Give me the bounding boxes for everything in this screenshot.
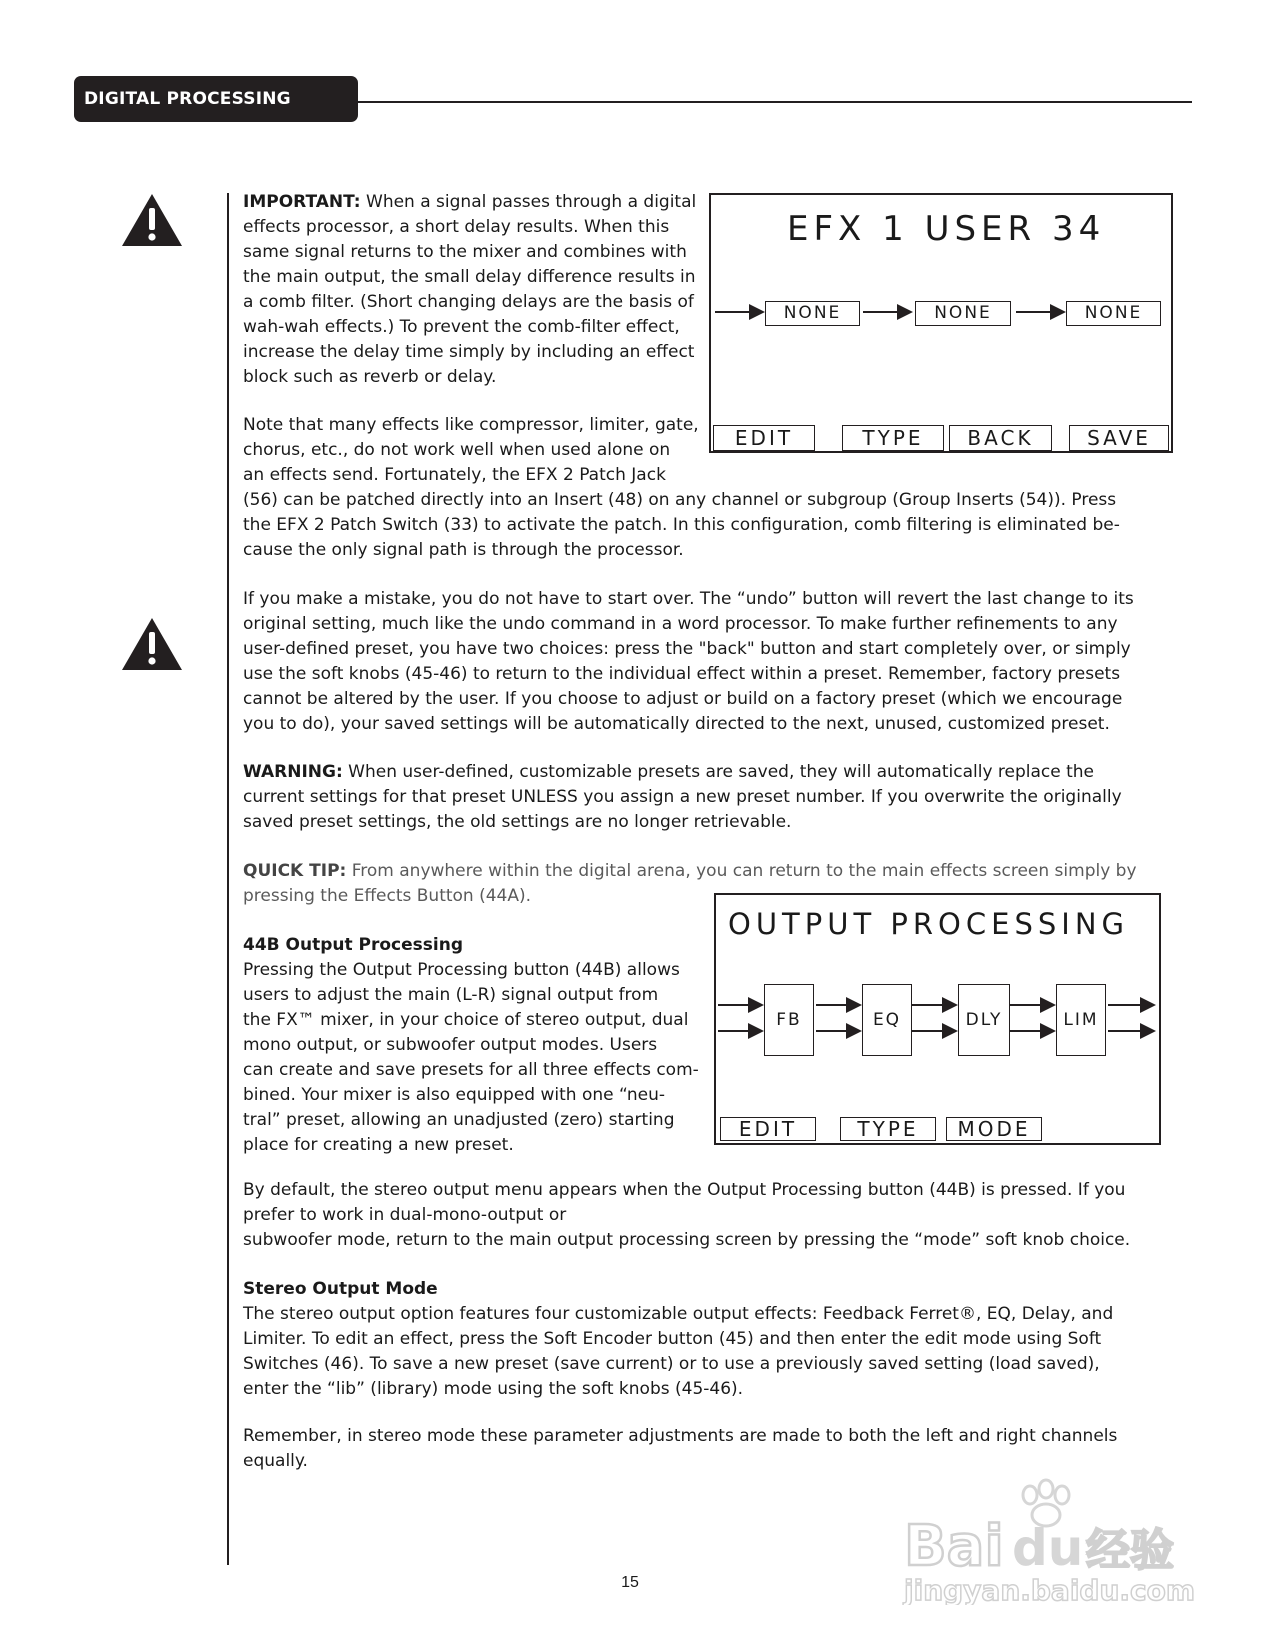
warning-paragraph bbox=[243, 760, 1122, 835]
text-line: the main output, the small delay difference results in bbox=[243, 267, 696, 287]
section-title: DIGITAL PROCESSING ARENA bbox=[74, 76, 358, 122]
text-line: subwoofer mode, return to the main output processing screen by pressing the “mode” soft knob choice. bbox=[243, 1230, 1131, 1250]
text-line: When user-defined, customizable presets are saved, they will automatically replace the bbox=[342, 762, 1095, 782]
fb-block[interactable]: FB bbox=[764, 984, 814, 1056]
text-line: effects processor, a short delay results. When this bbox=[243, 217, 670, 237]
left-margin-rule bbox=[227, 193, 229, 1565]
text-line: If you make a mistake, you do not have to start over. The “undo” button will revert the last change to its bbox=[243, 589, 1134, 609]
text-line: an effects send. Fortunately, the EFX 2 Patch Jack bbox=[243, 465, 666, 485]
text-line: use the soft knobs (45-46) to return to the individual effect within a preset. Remember, factory presets bbox=[243, 664, 1121, 684]
text-line: the FX™ mixer, in your choice of stereo output, dual bbox=[243, 1010, 689, 1030]
undo-paragraph bbox=[243, 587, 1134, 737]
type-softkey[interactable]: TYPE bbox=[840, 1117, 936, 1141]
text-line: Switches (46). To save a new preset (save current) or to use a previously saved setting (load saved), bbox=[243, 1354, 1100, 1374]
output-processing-heading: 44B Output Processing bbox=[243, 935, 463, 955]
save-softkey[interactable]: SAVE bbox=[1069, 425, 1169, 451]
important-paragraph bbox=[243, 190, 696, 390]
text-line: current settings for that preset UNLESS you assign a new preset number. If you overwrite the originally bbox=[243, 787, 1122, 807]
text-line: cannot be altered by the user. If you choose to adjust or build on a factory preset (which we encourage bbox=[243, 689, 1123, 709]
text-line: prefer to work in dual-mono-output or bbox=[243, 1205, 567, 1225]
text-line: the EFX 2 Patch Switch (33) to activate the patch. In this configuration, comb filtering is eliminated be- bbox=[243, 515, 1120, 535]
output-lcd-screen bbox=[714, 893, 1161, 1145]
type-softkey[interactable]: TYPE bbox=[842, 425, 944, 451]
text-line: enter the “lib” (library) mode using the soft knobs (45-46). bbox=[243, 1379, 744, 1399]
text-line: original setting, much like the undo command in a word processor. To make further refinements to any bbox=[243, 614, 1118, 634]
effect-slot[interactable]: NONE bbox=[765, 301, 860, 326]
edit-softkey[interactable]: EDIT bbox=[713, 425, 815, 451]
text-line: saved preset settings, the old settings are no longer retrievable. bbox=[243, 812, 792, 832]
text-line: From anywhere within the digital arena, you can return to the main effects screen simply by bbox=[346, 861, 1137, 881]
baidu-watermark-logo bbox=[900, 1465, 1200, 1605]
important-label: IMPORTANT: bbox=[243, 192, 361, 212]
back-softkey[interactable]: BACK bbox=[949, 425, 1052, 451]
effect-slot[interactable]: NONE bbox=[915, 301, 1011, 326]
svg-text:经验: 经验 bbox=[1086, 1525, 1174, 1576]
text-line: By default, the stereo output menu appears when the Output Processing button (44B) is pressed. If you bbox=[243, 1180, 1126, 1200]
mode-softkey[interactable]: MODE bbox=[946, 1117, 1042, 1141]
dly-block[interactable]: DLY bbox=[958, 984, 1010, 1056]
text-line: The stereo output option features four customizable output effects: Feedback Ferret®, EQ, Delay, and bbox=[243, 1304, 1114, 1324]
warning-label: WARNING: bbox=[243, 762, 343, 782]
stereo-output-paragraph bbox=[243, 1277, 1113, 1402]
text-line: (56) can be patched directly into an Insert (48) on any channel or subgroup (Group Inserts (54)). Press bbox=[243, 490, 1117, 510]
warning-icon bbox=[120, 192, 184, 248]
svg-text:jingyan.baidu.com: jingyan.baidu.com bbox=[904, 1574, 1196, 1605]
text-line: a comb filter. (Short changing delays are the basis of bbox=[243, 292, 694, 312]
eq-block[interactable]: EQ bbox=[862, 984, 912, 1056]
text-line: tral” preset, allowing an unadjusted (zero) starting bbox=[243, 1110, 675, 1130]
output-processing-paragraph bbox=[243, 933, 699, 1158]
efx-lcd-screen bbox=[709, 193, 1173, 453]
text-line: Remember, in stereo mode these parameter adjustments are made to both the left and right channels bbox=[243, 1426, 1118, 1446]
header-divider bbox=[340, 101, 1192, 103]
text-line: chorus, etc., do not work well when used alone on bbox=[243, 440, 671, 460]
text-line: you to do), your saved settings will be automatically directed to the next, unused, customized preset. bbox=[243, 714, 1110, 734]
effect-slot[interactable]: NONE bbox=[1066, 301, 1161, 326]
lim-block[interactable]: LIM bbox=[1056, 984, 1106, 1056]
text-line: place for creating a new preset. bbox=[243, 1135, 514, 1155]
text-line: can create and save presets for all three effects com- bbox=[243, 1060, 699, 1080]
svg-text:Bai: Bai bbox=[904, 1514, 1004, 1579]
quick-tip-label: QUICK TIP: bbox=[243, 861, 347, 881]
text-line: Limiter. To edit an effect, press the Soft Encoder button (45) and then enter the edit mode using Soft bbox=[243, 1329, 1102, 1349]
efx-screen-title: EFX 1 USER 34 bbox=[787, 209, 1106, 249]
stereo-output-heading: Stereo Output Mode bbox=[243, 1279, 438, 1299]
text-line: cause the only signal path is through the processor. bbox=[243, 540, 684, 560]
text-line: increase the delay time simply by including an effect bbox=[243, 342, 695, 362]
text-line: equally. bbox=[243, 1451, 308, 1471]
default-mode-paragraph bbox=[243, 1178, 1130, 1253]
text-line: users to adjust the main (L-R) signal output from bbox=[243, 985, 659, 1005]
text-line: Note that many effects like compressor, limiter, gate, bbox=[243, 415, 699, 435]
svg-text:du: du bbox=[1012, 1519, 1084, 1577]
text-line: Pressing the Output Processing button (44B) allows bbox=[243, 960, 680, 980]
text-line: block such as reverb or delay. bbox=[243, 367, 497, 387]
text-line: pressing the Effects Button (44A). bbox=[243, 886, 532, 906]
text-line: same signal returns to the mixer and combines with bbox=[243, 242, 687, 262]
text-line: user-defined preset, you have two choices: press the "back" button and start completely over, or simply bbox=[243, 639, 1131, 659]
text-line: When a signal passes through a digital bbox=[360, 192, 697, 212]
text-line: wah-wah effects.) To prevent the comb-filter effect, bbox=[243, 317, 680, 337]
output-screen-title: OUTPUT PROCESSING bbox=[728, 907, 1129, 941]
text-line: bined. Your mixer is also equipped with one “neu- bbox=[243, 1085, 666, 1105]
page-number: 15 bbox=[621, 1574, 639, 1591]
edit-softkey[interactable]: EDIT bbox=[720, 1117, 816, 1141]
text-line: mono output, or subwoofer output modes. Users bbox=[243, 1035, 658, 1055]
warning-icon bbox=[120, 616, 184, 672]
